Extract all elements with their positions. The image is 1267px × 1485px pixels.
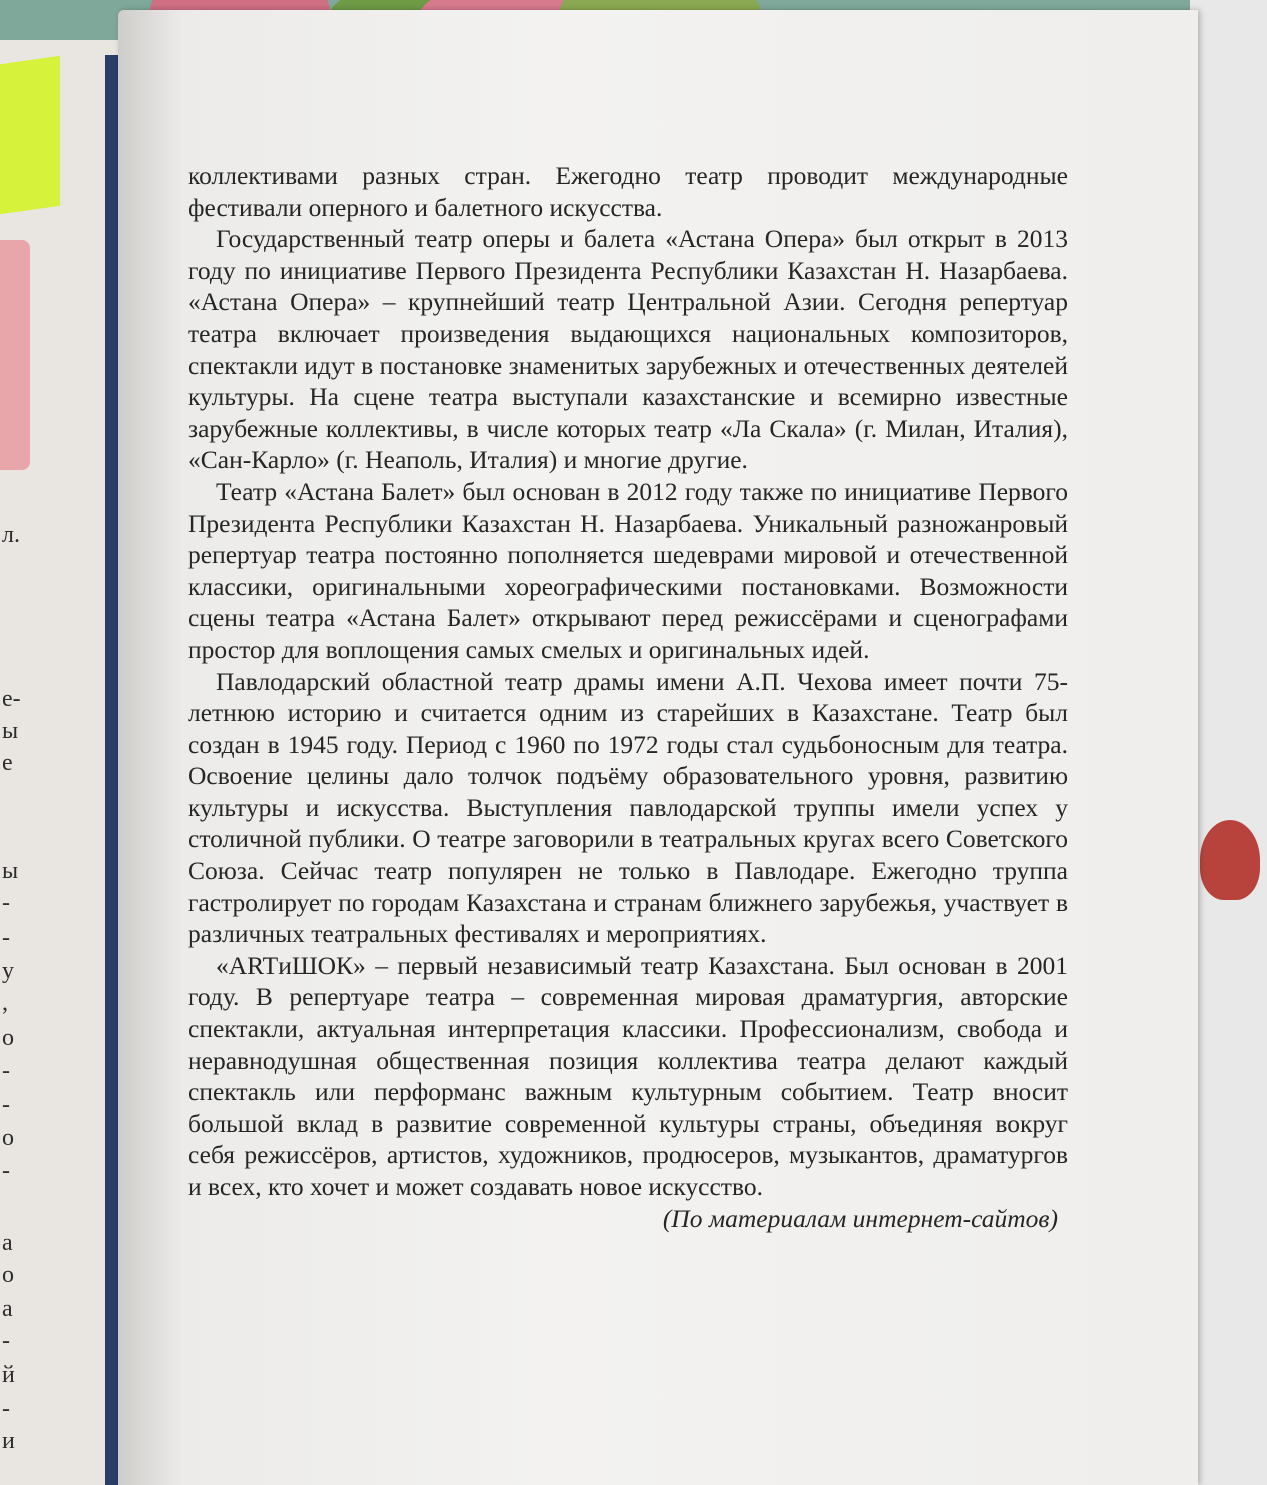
left-edge-letter: л. (2, 522, 20, 548)
left-edge-letter: ы (2, 718, 19, 744)
paragraph-pavlodar-theatre: Павлодарский областной театр драмы имени А.П. Чехова имеет почти 75-летнюю историю и считается одним из старейших в Казахстане. Театр был создан в 1945 году. Период с 1960 по 1972 годы стал судьбоносным для театра. Освоение целины дало толчок подъёму образовательного уровня, развитию культуры и искусства. Выступления павлодарской труппы имели успех у столичной публики. О театре заговорили в театральных кругах всего Советского Союза. Сейчас театр популярен не только в Павлодаре. Ежегодно труппа гастролирует по городам Казахстана и странам ближнего зарубежья, участвует в различных театральных фестивалях и мероприятиях. (188, 666, 1068, 949)
left-edge-letter: е (2, 750, 13, 776)
left-edge-letter: а (2, 1296, 13, 1322)
left-edge-letter: , (2, 990, 8, 1016)
left-edge-letter: й (2, 1362, 15, 1388)
paragraph-astana-ballet: Театр «Астана Балет» был основан в 2012 году также по инициативе Первого Президента Республики Казахстан Н. Назарбаева. Уникальный разножанровый репертуар театра постоянно пополняется шедеврами мировой и отечественной классики, оригинальными хореографическими постановками. Возможности сцены театра «Астана Балет» открывают перед режиссёрами и сценографами простор для воплощения самых смелых и оригинальных идей. (188, 476, 1068, 664)
left-edge-letter: о (2, 1262, 14, 1288)
left-edge-letter: ы (2, 858, 19, 884)
sticky-tab (0, 56, 60, 214)
left-edge-letter: - (2, 1396, 10, 1422)
left-edge-letter: - (2, 890, 10, 916)
background-right (1190, 0, 1267, 1485)
left-edge-letter: о (2, 1025, 14, 1051)
left-edge-letter: у (2, 958, 14, 984)
left-edge-letter: е- (2, 686, 21, 712)
left-edge-letter: - (2, 1092, 10, 1118)
paragraph-astana-opera: Государственный театр оперы и балета «Астана Опера» был открыт в 2013 году по инициативе Первого Президента Республики Казахстан Н. Назарбаева. «Астана Опера» – крупнейший театр Центральной Азии. Сегодня репертуар театра включает произведения выдающихся национальных композиторов, спектакли идут в постановке знаменитых зарубежных и отечественных деятелей культуры. На сцене театра выступали казахстанские и всемирно известные зарубежные коллективы, в числе которых театр «Ла Скала» (г. Милан, Италия), «Сан-Карло» (г. Неаполь, Италия) и многие другие. (188, 224, 1068, 475)
source-note: (По материалам интернет-сайтов) (662, 1203, 1058, 1233)
pink-sticker (0, 240, 30, 470)
paragraph-intro: коллективами разных стран. Ежегодно театр проводит международные фестивали оперного и балетного искусства. (188, 161, 1068, 222)
paragraph-artishok: «ARTиШОК» – первый независимый театр Казахстана. Был основан в 2001 году. В репертуаре театра – современная мировая драматургия, авторские спектакли, актуальная интерпретация классики. Профессионализм, свобода и неравнодушная общественная позиция коллектива театра делают каждый спектакль или перформанс важным культурным событием. Театр вносит большой вклад в развитие современной культуры страны, объединяя вокруг себя режиссёров, артистов, художников, продюсеров, музыкантов, драматургов и всех, кто хочет и может создавать новое искусство. (188, 950, 1068, 1201)
left-edge-letter: а (2, 1230, 13, 1256)
left-edge-letter: и (2, 1428, 15, 1454)
left-edge-letter: - (2, 1158, 10, 1184)
left-edge-letter: - (2, 1328, 10, 1354)
left-edge-letter: - (2, 925, 10, 951)
background-flower-red (1200, 820, 1260, 900)
page-text (188, 160, 1068, 1234)
left-edge-letter: - (2, 1058, 10, 1084)
left-edge-letter: о (2, 1125, 14, 1151)
